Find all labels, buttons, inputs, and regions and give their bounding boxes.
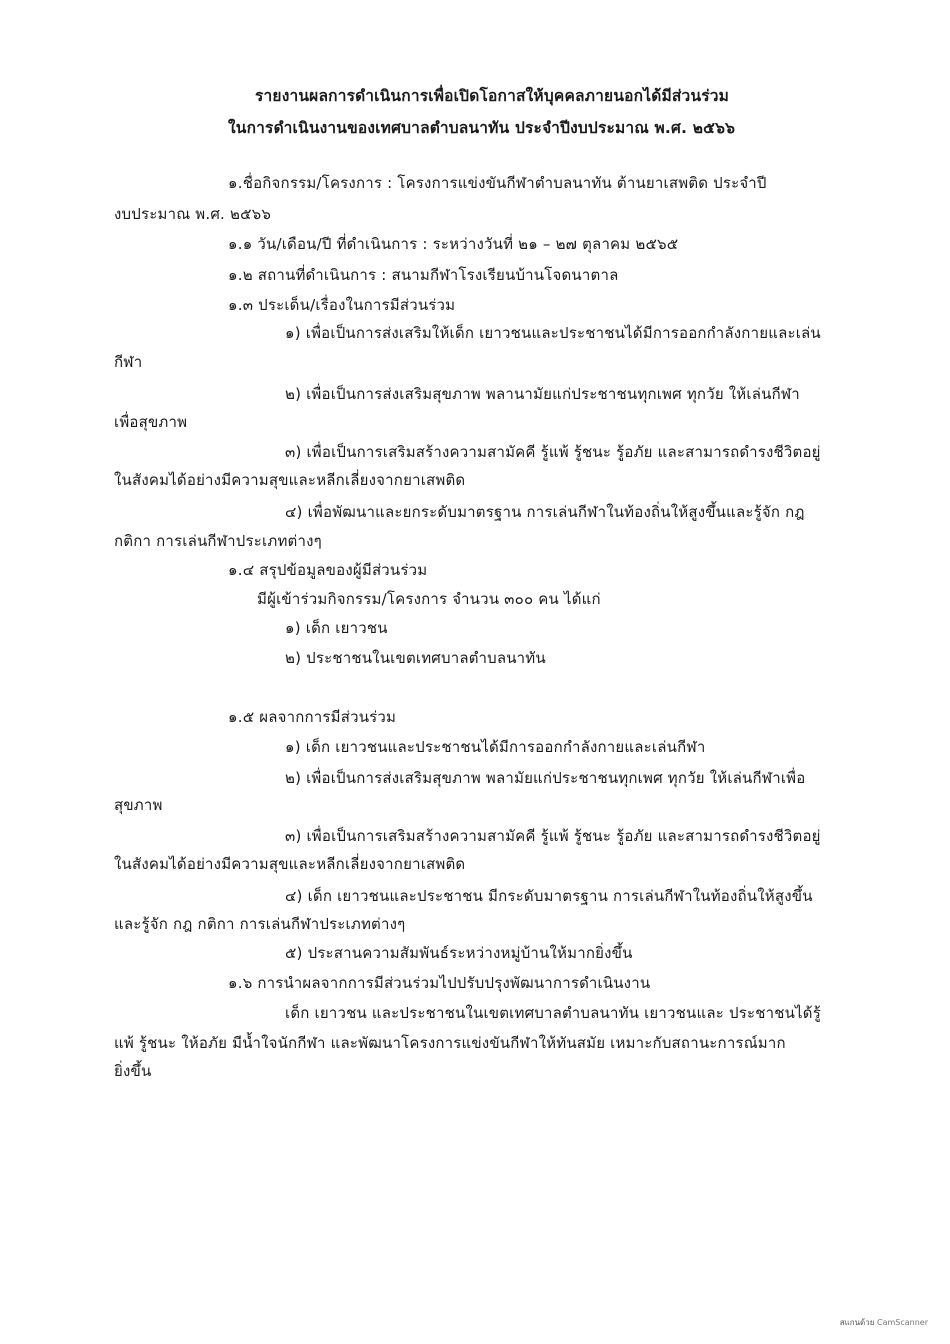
section-1-4-summary: มีผู้เข้าร่วมกิจกรรม/โครงการ จำนวน ๓๐๐ คน ได้แก่ xyxy=(257,590,601,608)
scanner-footer xyxy=(840,1316,928,1329)
section-1-3-item-2-cont: เพื่อสุขภาพ xyxy=(114,413,188,431)
title-line-1: รายงานผลการดำเนินการเพื่อเปิดโอกาสให้บุคคลภายนอกได้มีส่วนร่วม xyxy=(255,87,730,105)
section-1-3-item-3-cont: ในสังคมได้อย่างมีความสุขและหลีกเลี่ยงจากยาเสพติด xyxy=(114,471,466,489)
section-1-6-line-2: แพ้ รู้ชนะ ให้อภัย มีน้ำใจนักกีฬา และพัฒนาโครงการแข่งขันกีฬาให้ทันสมัย เหมาะกับสถานะการณ์มาก xyxy=(114,1034,786,1052)
section-1-3-item-4: ๔) เพื่อพัฒนาและยกระดับมาตรฐาน การเล่นกีฬาในท้องถิ่นให้สูงขึ้นและรู้จัก กฎ xyxy=(285,503,805,521)
section-1-3-item-1-cont: กีฬา xyxy=(114,353,143,371)
section-1-5-item-1: ๑) เด็ก เยาวชนและประชาชนได้มีการออกกำลังกายและเล่นกีฬา xyxy=(285,738,706,756)
section-1-3-item-1: ๑) เพื่อเป็นการส่งเสริมให้เด็ก เยาวชนและประชาชนได้มีการออกกำลังกายและเล่น xyxy=(285,324,821,342)
section-1-6-heading: ๑.๖ การนำผลจากการมีส่วนร่วมไปปรับปรุงพัฒนาการดำเนินงาน xyxy=(228,974,651,992)
section-1-4-item-2: ๒) ประชาชนในเขตเทศบาลตำบลนาทัน xyxy=(285,649,546,667)
section-1-3-item-4-cont: กติกา การเล่นกีฬาประเภทต่างๆ xyxy=(114,532,322,550)
section-1-3-item-2: ๒) เพื่อเป็นการส่งเสริมสุขภาพ พลานามัยแก่ประชาชนทุกเพศ ทุกวัย ให้เล่นกีฬา xyxy=(285,385,800,403)
section-1-5-item-4: ๔) เด็ก เยาวชนและประชาชน มีกระดับมาตรฐาน การเล่นกีฬาในท้องถิ่นให้สูงขึ้น xyxy=(285,887,813,905)
section-1-1-date: ๑.๑ วัน/เดือน/ปี ที่ดำเนินการ : ระหว่างวันที่ ๒๑ – ๒๗ ตุลาคม ๒๕๖๕ xyxy=(228,235,679,253)
section-1-5-heading: ๑.๕ ผลจากการมีส่วนร่วม xyxy=(228,708,397,726)
section-1-5-item-2-cont: สุขภาพ xyxy=(114,796,163,814)
section-1-5-item-4-cont: และรู้จัก กฎ กติกา การเล่นกีฬาประเภทต่างๆ xyxy=(114,915,406,933)
section-1-3-item-3: ๓) เพื่อเป็นการเสริมสร้างความสามัคคี รู้แพ้ รู้ชนะ รู้อภัย และสามารถดำรงชีวิตอยู่ xyxy=(285,443,821,461)
section-1-6-line-1: เด็ก เยาวชน และประชาชนในเขตเทศบาลตำบลนาทัน เยาวชนและ ประชาชนได้รู้ xyxy=(285,1004,822,1022)
footer-app-name: CamScanner xyxy=(876,1318,928,1327)
section-1-3-heading: ๑.๓ ประเด็น/เรื่องในการมีส่วนร่วม xyxy=(228,296,456,314)
section-1-5-item-2: ๒) เพื่อเป็นการส่งเสริมสุขภาพ พลามัยแก่ประชาชนทุกเพศ ทุกวัย ให้เล่นกีฬาเพื่อ xyxy=(285,769,806,787)
section-1-4-item-1: ๑) เด็ก เยาวชน xyxy=(285,619,388,637)
title-line-2: ในการดำเนินงานของเทศบาลตำบลนาทัน ประจำปีงบประมาณ พ.ศ. ๒๕๖๖ xyxy=(228,119,736,137)
section-1-4-heading: ๑.๔ สรุปข้อมูลของผู้มีส่วนร่วม xyxy=(228,561,428,579)
section-1-5-item-3: ๓) เพื่อเป็นการเสริมสร้างความสามัคคี รู้แพ้ รู้ชนะ รู้อภัย และสามารถดำรงชีวิตอยู่ xyxy=(285,827,821,845)
section1-heading-cont: งบประมาณ พ.ศ. ๒๕๖๖ xyxy=(114,205,272,223)
footer-scanned-with: สแกนด้วย xyxy=(839,1318,875,1327)
section1-heading: ๑.ชื่อกิจกรรม/โครงการ : โครงการแข่งขันกีฬาตำบลนาทัน ต้านยาเสพติด ประจำปี xyxy=(228,174,767,192)
section-1-2-venue: ๑.๒ สถานที่ดำเนินการ : สนามกีฬาโรงเรียนบ้านโจดนาตาล xyxy=(228,266,619,284)
section-1-5-item-5: ๕) ประสานความสัมพันธ์ระหว่างหมู่บ้านให้มากยิ่งขึ้น xyxy=(285,944,633,962)
section-1-5-item-3-cont: ในสังคมได้อย่างมีความสุขและหลีกเลี่ยงจากยาเสพติด xyxy=(114,855,466,873)
section-1-6-line-3: ยิ่งขึ้น xyxy=(114,1062,152,1080)
